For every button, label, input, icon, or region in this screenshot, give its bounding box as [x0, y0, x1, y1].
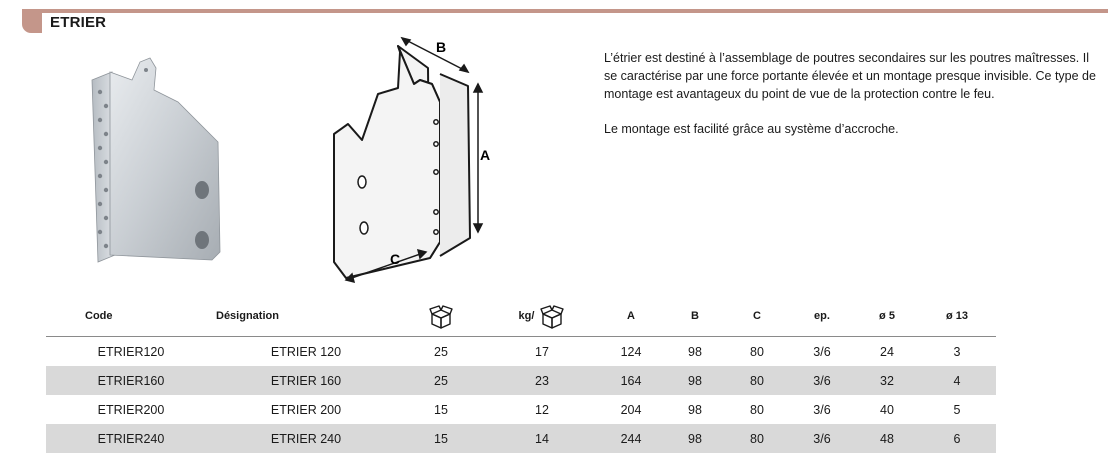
- table-header-row: [46, 296, 996, 337]
- product-description: [604, 49, 1100, 155]
- cell-c: 80: [726, 366, 788, 395]
- cell-ep: 3/6: [788, 366, 856, 395]
- cell-c: 80: [726, 424, 788, 453]
- cell-designation: ETRIER 200: [270, 402, 342, 417]
- cell-quantity: 25: [434, 344, 448, 359]
- col-header-b: B: [664, 296, 726, 337]
- dimension-label-c: C: [390, 251, 401, 267]
- cell-designation: ETRIER 120: [270, 344, 342, 359]
- cell-a: 204: [620, 402, 642, 417]
- cell-b: 98: [688, 402, 702, 417]
- cell-ep: 3/6: [813, 402, 831, 417]
- description-paragraph: L’étrier est destiné à l’assemblage de poutres secondaires sur les poutres maîtresses. Il se caractérise par une force portante élevée et un montage presque invisible. Ce type de montage est avantageux du point de vue de la protection contre le feu.: [604, 51, 1096, 101]
- table-row: [46, 424, 996, 453]
- header-rule: [22, 9, 1108, 13]
- cell-d13: 6: [918, 424, 996, 453]
- col-header-d13: ø 13: [918, 296, 996, 337]
- cell-weight: 23: [486, 366, 598, 395]
- cell-b: 98: [664, 366, 726, 395]
- cell-d5: 32: [856, 366, 918, 395]
- col-header-weight: [486, 296, 598, 337]
- cell-weight: 17: [535, 344, 549, 359]
- cell-ep: 3/6: [788, 424, 856, 453]
- col-header-ep: ep.: [788, 296, 856, 337]
- product-photo: [70, 50, 245, 280]
- cell-c: 80: [750, 344, 764, 359]
- cell-designation: ETRIER 240: [216, 424, 396, 453]
- cell-d13: 3: [953, 344, 961, 359]
- cell-d13: 5: [953, 402, 961, 417]
- cell-a: 124: [620, 344, 642, 359]
- col-header-c: C: [726, 296, 788, 337]
- kg-label: kg/: [518, 310, 535, 322]
- cell-weight: 12: [535, 402, 549, 417]
- cell-b: 98: [688, 344, 702, 359]
- dimension-label-a: A: [480, 147, 491, 163]
- description-paragraph: Le montage est facilité grâce au système d’accroche.: [604, 122, 899, 136]
- col-header-designation: Désignation: [216, 296, 396, 337]
- cell-code: ETRIER120: [97, 344, 165, 359]
- cell-ep: 3/6: [813, 344, 831, 359]
- cell-weight: 14: [486, 424, 598, 453]
- cell-a: 244: [598, 424, 664, 453]
- cell-quantity: 15: [434, 402, 448, 417]
- cell-d13: 4: [918, 366, 996, 395]
- page-title: ETRIER: [50, 14, 107, 31]
- package-box-icon: [428, 303, 454, 329]
- cell-code: ETRIER240: [46, 424, 216, 453]
- col-header-code: Code: [46, 296, 216, 337]
- dimension-label-b: B: [436, 39, 447, 55]
- cell-quantity: 25: [396, 366, 486, 395]
- cell-code: ETRIER200: [97, 402, 165, 417]
- cell-c: 80: [750, 402, 764, 417]
- package-box-icon: [539, 303, 565, 329]
- cell-designation: ETRIER 160: [216, 366, 396, 395]
- table-row: [46, 337, 996, 367]
- cell-d5: 24: [880, 344, 894, 359]
- cell-d5: 48: [856, 424, 918, 453]
- cell-code: ETRIER160: [46, 366, 216, 395]
- cell-d5: 40: [880, 402, 894, 417]
- technical-drawing: [318, 32, 518, 287]
- col-header-quantity: [396, 296, 486, 337]
- cell-quantity: 15: [396, 424, 486, 453]
- table-row: [46, 395, 996, 424]
- specs-table: [46, 296, 996, 453]
- cell-a: 164: [598, 366, 664, 395]
- col-header-a: A: [598, 296, 664, 337]
- header-tab: [22, 13, 42, 33]
- table-row: [46, 366, 996, 395]
- cell-b: 98: [664, 424, 726, 453]
- col-header-d5: ø 5: [856, 296, 918, 337]
